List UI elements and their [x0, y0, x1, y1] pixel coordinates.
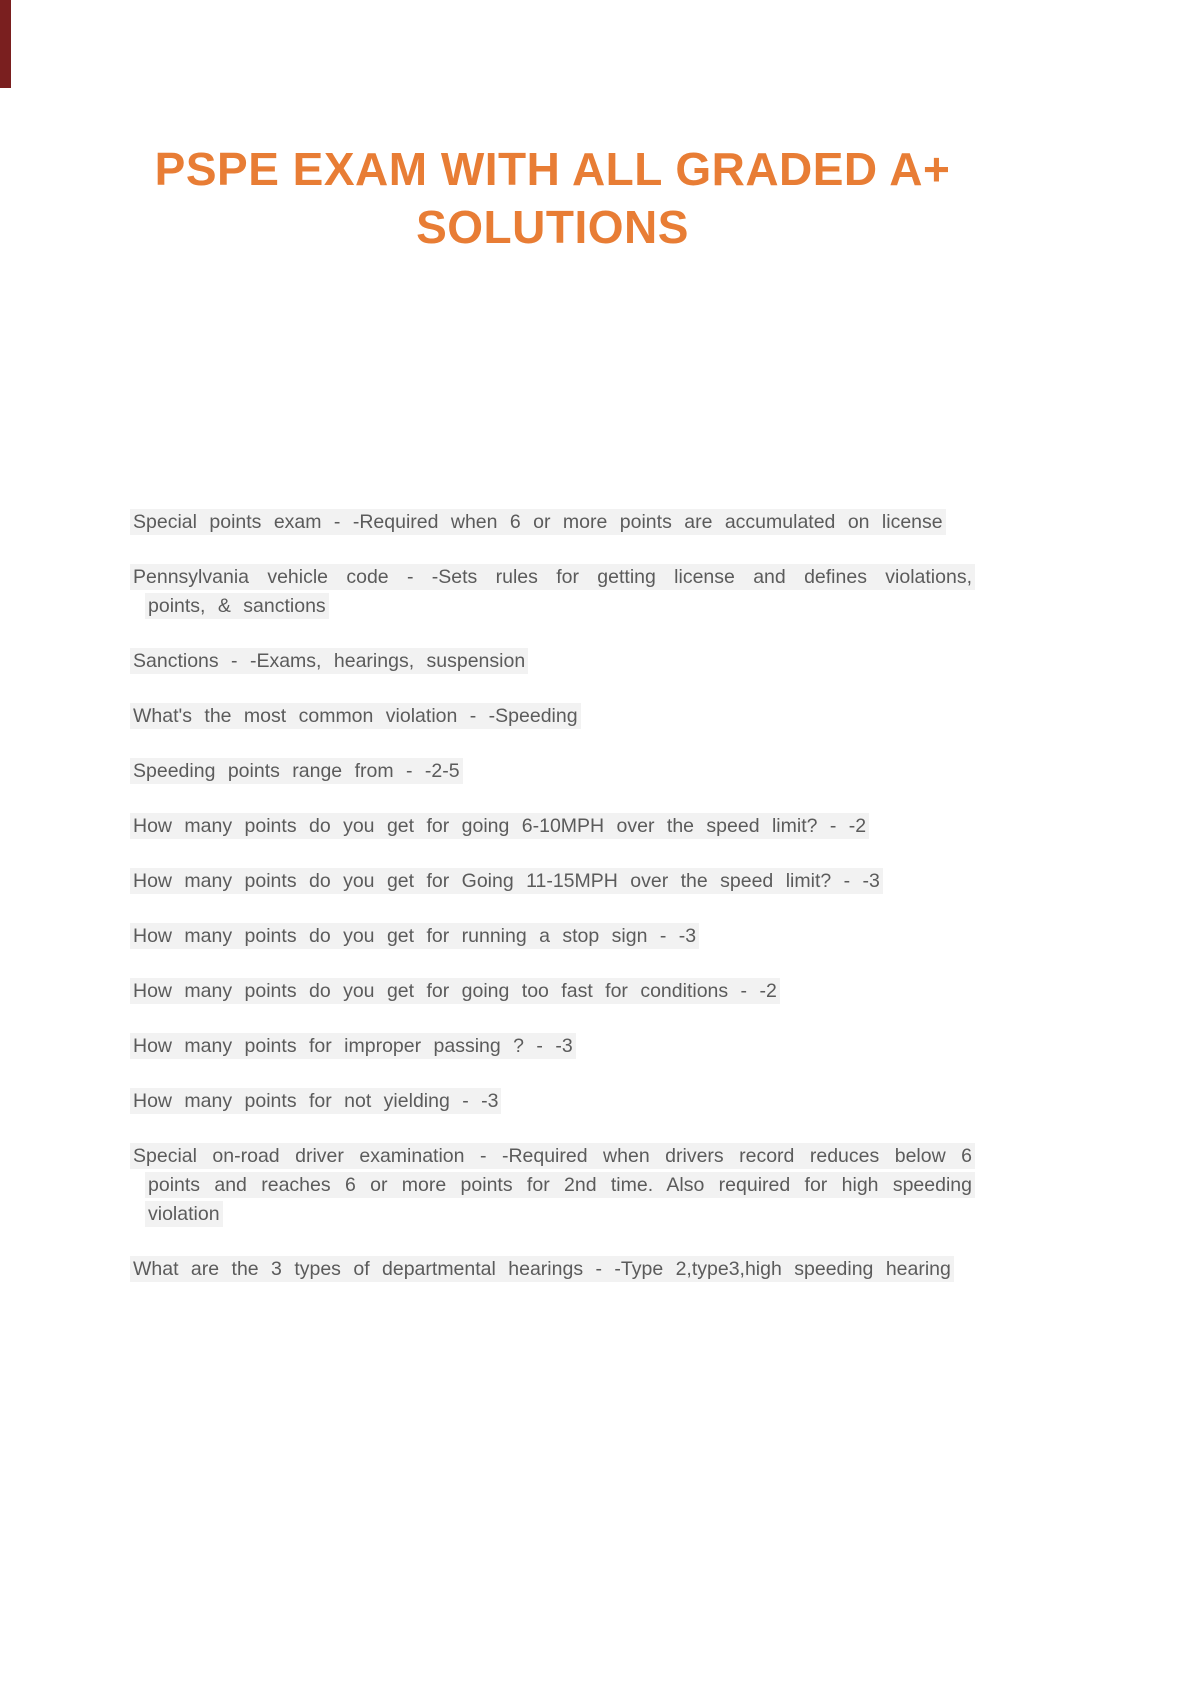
qa-item [130, 647, 975, 676]
qa-text: Special points exam - -Required when 6 or more points are accumulated on license [130, 509, 946, 535]
qa-item [130, 1087, 975, 1116]
qa-item [130, 867, 975, 896]
qa-item [130, 922, 975, 951]
qa-list [130, 508, 975, 1284]
qa-item [130, 812, 975, 841]
scan-edge-artifact [0, 0, 11, 88]
qa-text: How many points do you get for going 6-10MPH over the speed limit? - -2 [130, 813, 869, 839]
page-title-line2: SOLUTIONS [416, 201, 689, 253]
qa-text: Special on-road driver examination - -Required when drivers record reduces below 6 points and reaches 6 or more points for 2nd time. Also required for high speeding violation [130, 1143, 975, 1227]
qa-item [130, 977, 975, 1006]
qa-text: Pennsylvania vehicle code - -Sets rules for getting license and defines violations, points, & sanctions [130, 564, 975, 619]
qa-item [130, 1255, 975, 1284]
qa-text: Speeding points range from - -2-5 [130, 758, 463, 784]
qa-item [130, 1032, 975, 1061]
document-page [130, 0, 975, 1310]
page-title-line1: PSPE EXAM WITH ALL GRADED A+ [154, 143, 951, 195]
qa-item [130, 702, 975, 731]
qa-item [130, 1142, 975, 1229]
qa-text: How many points for not yielding - -3 [130, 1088, 501, 1114]
qa-text: What's the most common violation - -Speeding [130, 703, 581, 729]
qa-text: How many points do you get for running a stop sign - -3 [130, 923, 699, 949]
page-title [130, 140, 975, 256]
qa-item [130, 757, 975, 786]
qa-item [130, 563, 975, 621]
qa-text: How many points for improper passing ? - -3 [130, 1033, 576, 1059]
qa-item [130, 508, 975, 537]
qa-text: What are the 3 types of departmental hearings - -Type 2,type3,high speeding hearing [130, 1256, 954, 1282]
qa-text: How many points do you get for Going 11-15MPH over the speed limit? - -3 [130, 868, 883, 894]
qa-text: How many points do you get for going too fast for conditions - -2 [130, 978, 780, 1004]
qa-text: Sanctions - -Exams, hearings, suspension [130, 648, 528, 674]
